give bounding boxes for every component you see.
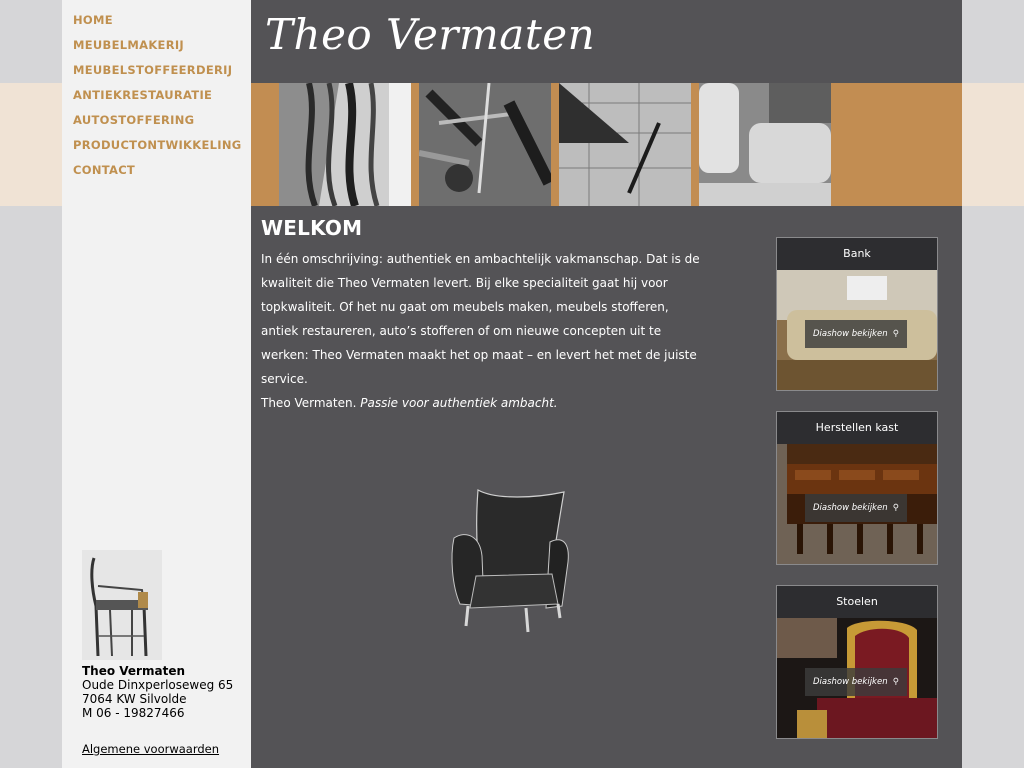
magnifier-icon: ⚲ bbox=[892, 503, 899, 513]
address-city: 7064 KW Silvolde bbox=[82, 692, 187, 706]
slideshow-button[interactable]: Diashow bekijken ⚲ bbox=[805, 668, 907, 696]
armchair-image bbox=[446, 486, 576, 636]
nav-item-meubelmakerij[interactable]: MEUBELMAKERIJ bbox=[73, 38, 185, 52]
signature-tagline: Passie voor authentiek ambacht. bbox=[360, 396, 558, 410]
nav-item-home[interactable]: HOME bbox=[73, 13, 113, 27]
slideshow-button[interactable]: Diashow bekijken ⚲ bbox=[805, 494, 907, 522]
nav-item-productontwikkeling[interactable]: PRODUCTONTWIKKELING bbox=[73, 138, 242, 152]
signature-line bbox=[261, 391, 701, 415]
cabinet-image bbox=[777, 444, 937, 564]
slideshow-title: Bank bbox=[777, 238, 937, 270]
wood-grain-image bbox=[279, 83, 411, 206]
address-block bbox=[82, 664, 247, 720]
chairs-image bbox=[777, 618, 937, 738]
signature-name: Theo Vermaten. bbox=[261, 396, 357, 410]
phone-number: M 06 - 19827466 bbox=[82, 706, 185, 720]
tools-image bbox=[419, 83, 551, 206]
site-logo[interactable]: Theo Vermaten bbox=[265, 10, 596, 59]
slideshow-card-herstellen-kast[interactable] bbox=[776, 411, 938, 565]
magnifier-icon: ⚲ bbox=[892, 677, 899, 687]
nav-item-contact[interactable]: CONTACT bbox=[73, 163, 136, 177]
page-title: WELKOM bbox=[261, 216, 363, 240]
intro-text: In één omschrijving: authentiek en ambachtelijk vakmanschap. Dat is de kwaliteit die Theo Vermaten levert. Bij elke specialiteit gaat hij voor topkwaliteit. Of het nu gaat om meubels maken, meubels stofferen, antiek restaureren, auto’s stofferen of om nieuwe concepten uit te werken: Theo Vermaten maakt het op maat – en levert het met de juiste service. bbox=[261, 252, 700, 386]
slideshow-button[interactable]: Diashow bekijken ⚲ bbox=[805, 320, 907, 348]
blueprint-image bbox=[559, 83, 691, 206]
main-content bbox=[251, 0, 962, 768]
sofa-image bbox=[777, 270, 937, 390]
terms-link[interactable]: Algemene voorwaarden bbox=[82, 742, 220, 756]
car-seats-image bbox=[699, 83, 831, 206]
slideshow-card-stoelen[interactable] bbox=[776, 585, 938, 739]
slideshow-title: Herstellen kast bbox=[777, 412, 937, 444]
nav-item-autostoffering[interactable]: AUTOSTOFFERING bbox=[73, 113, 195, 127]
address-street: Oude Dinxperloseweg 65 bbox=[82, 678, 234, 692]
company-name: Theo Vermaten bbox=[82, 664, 185, 678]
magnifier-icon: ⚲ bbox=[892, 329, 899, 339]
nav-item-meubelstoffeerderij[interactable]: MEUBELSTOFFEERDERIJ bbox=[73, 63, 233, 77]
main-nav bbox=[62, 0, 251, 187]
slideshow-card-bank[interactable] bbox=[776, 237, 938, 391]
slideshow-title: Stoelen bbox=[777, 586, 937, 618]
nav-item-antiekrestauratie[interactable]: ANTIEKRESTAURATIE bbox=[73, 88, 213, 102]
antique-chair-thumbnail bbox=[82, 550, 162, 660]
sidebar bbox=[62, 0, 251, 768]
